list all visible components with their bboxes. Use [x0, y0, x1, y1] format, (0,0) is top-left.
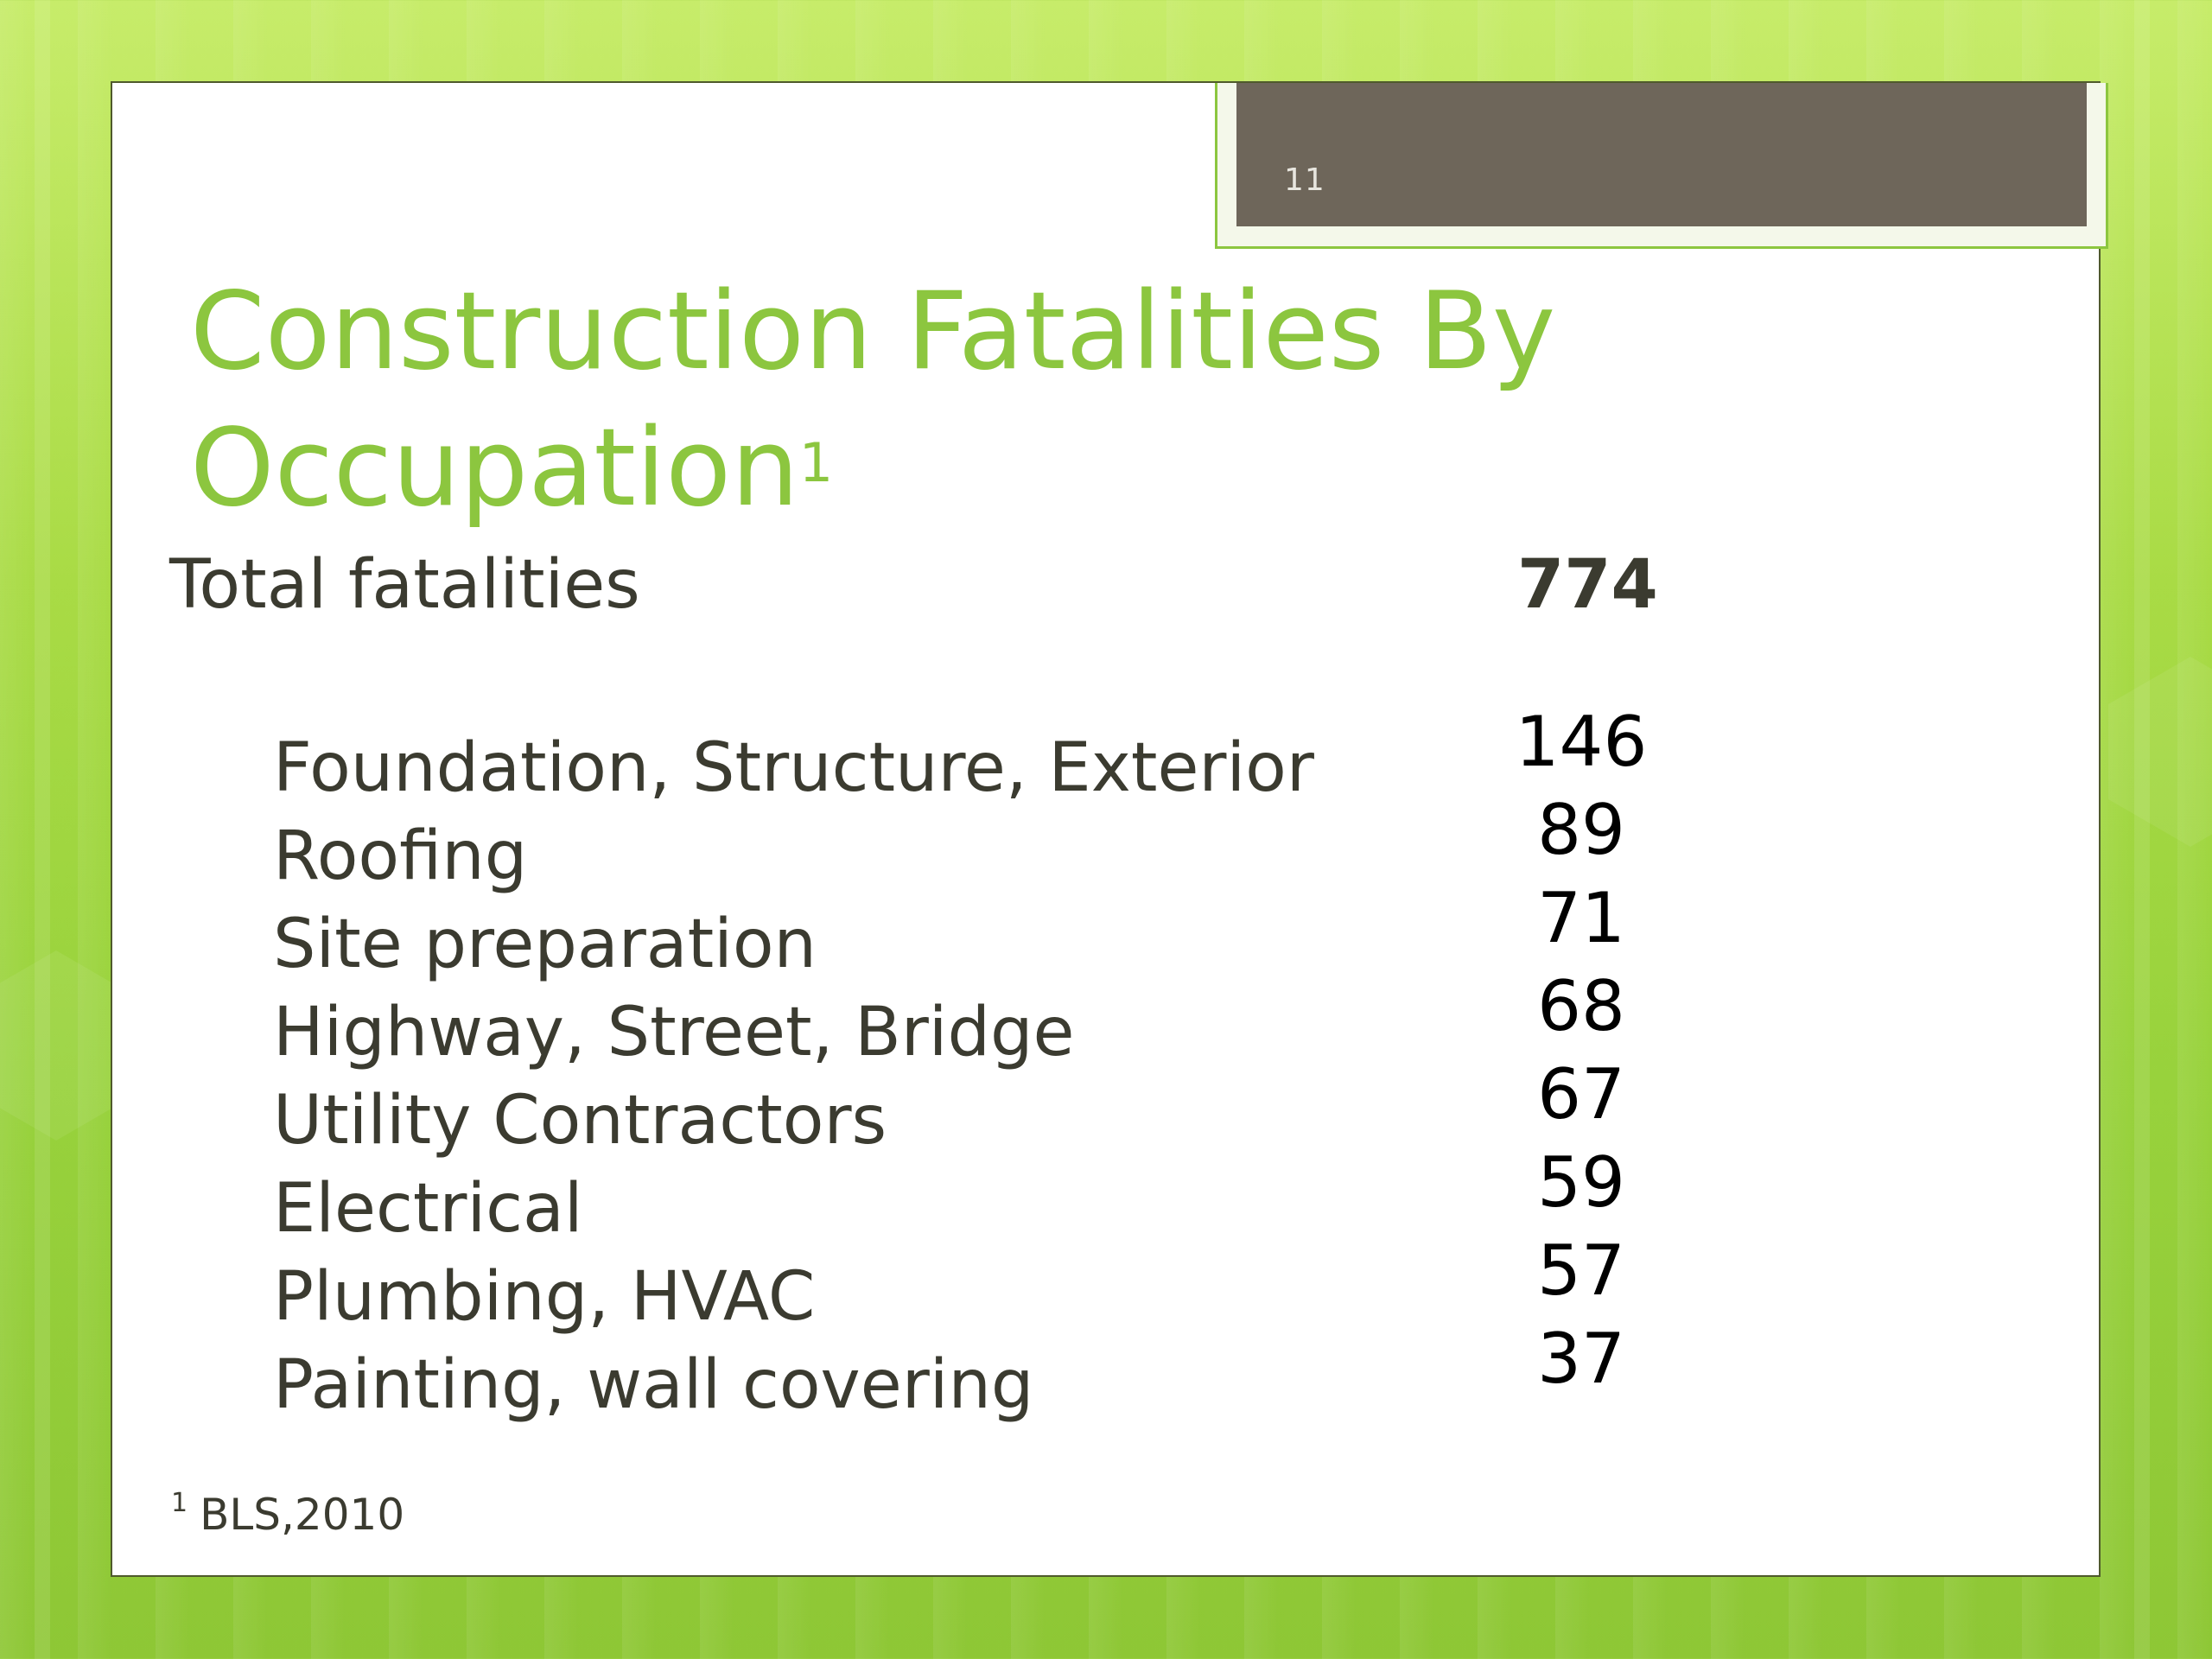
source-footnote: [171, 1490, 404, 1540]
occupation-label: Utility Contractors: [273, 1082, 887, 1160]
background-stripe: [35, 0, 50, 1659]
slide-title: [190, 264, 1659, 537]
occupation-label: Site preparation: [273, 906, 817, 983]
slide-number-tab: [1215, 83, 2108, 249]
occupation-list: [273, 724, 1314, 1429]
fatality-count: 37: [1537, 1319, 1625, 1399]
occupation-label: Highway, Street, Bridge: [273, 994, 1075, 1071]
fatality-count-list: [1503, 698, 1659, 1403]
occupation-label: Plumbing, HVAC: [273, 1258, 816, 1336]
occupation-label: Foundation, Structure, Exterior: [273, 729, 1314, 807]
background-stripe: [2134, 0, 2150, 1659]
slide-title-text: Construction Fatalities By Occupation: [190, 270, 1556, 531]
fatality-count: 89: [1537, 790, 1625, 870]
footnote-marker: 1: [171, 1488, 188, 1518]
fatality-count: 67: [1537, 1054, 1625, 1135]
slide-number-panel: [1236, 83, 2087, 226]
fatality-count: 146: [1515, 702, 1648, 782]
fatality-count: 57: [1537, 1230, 1625, 1311]
occupation-label: Electrical: [273, 1170, 583, 1248]
occupation-label: Painting, wall covering: [273, 1346, 1034, 1424]
total-fatalities-value: 774: [1517, 546, 1658, 624]
slide-number: 11: [1284, 162, 1325, 198]
fatality-count: 68: [1537, 966, 1625, 1046]
background-hexagon: [2108, 657, 2212, 847]
occupation-label: Roofing: [273, 817, 528, 895]
title-footnote-marker: 1: [798, 431, 834, 494]
total-fatalities-label: Total fatalities: [169, 546, 640, 624]
fatality-count: 71: [1537, 878, 1625, 958]
fatality-count: 59: [1537, 1142, 1625, 1223]
footnote-text: BLS,2010: [200, 1490, 405, 1540]
